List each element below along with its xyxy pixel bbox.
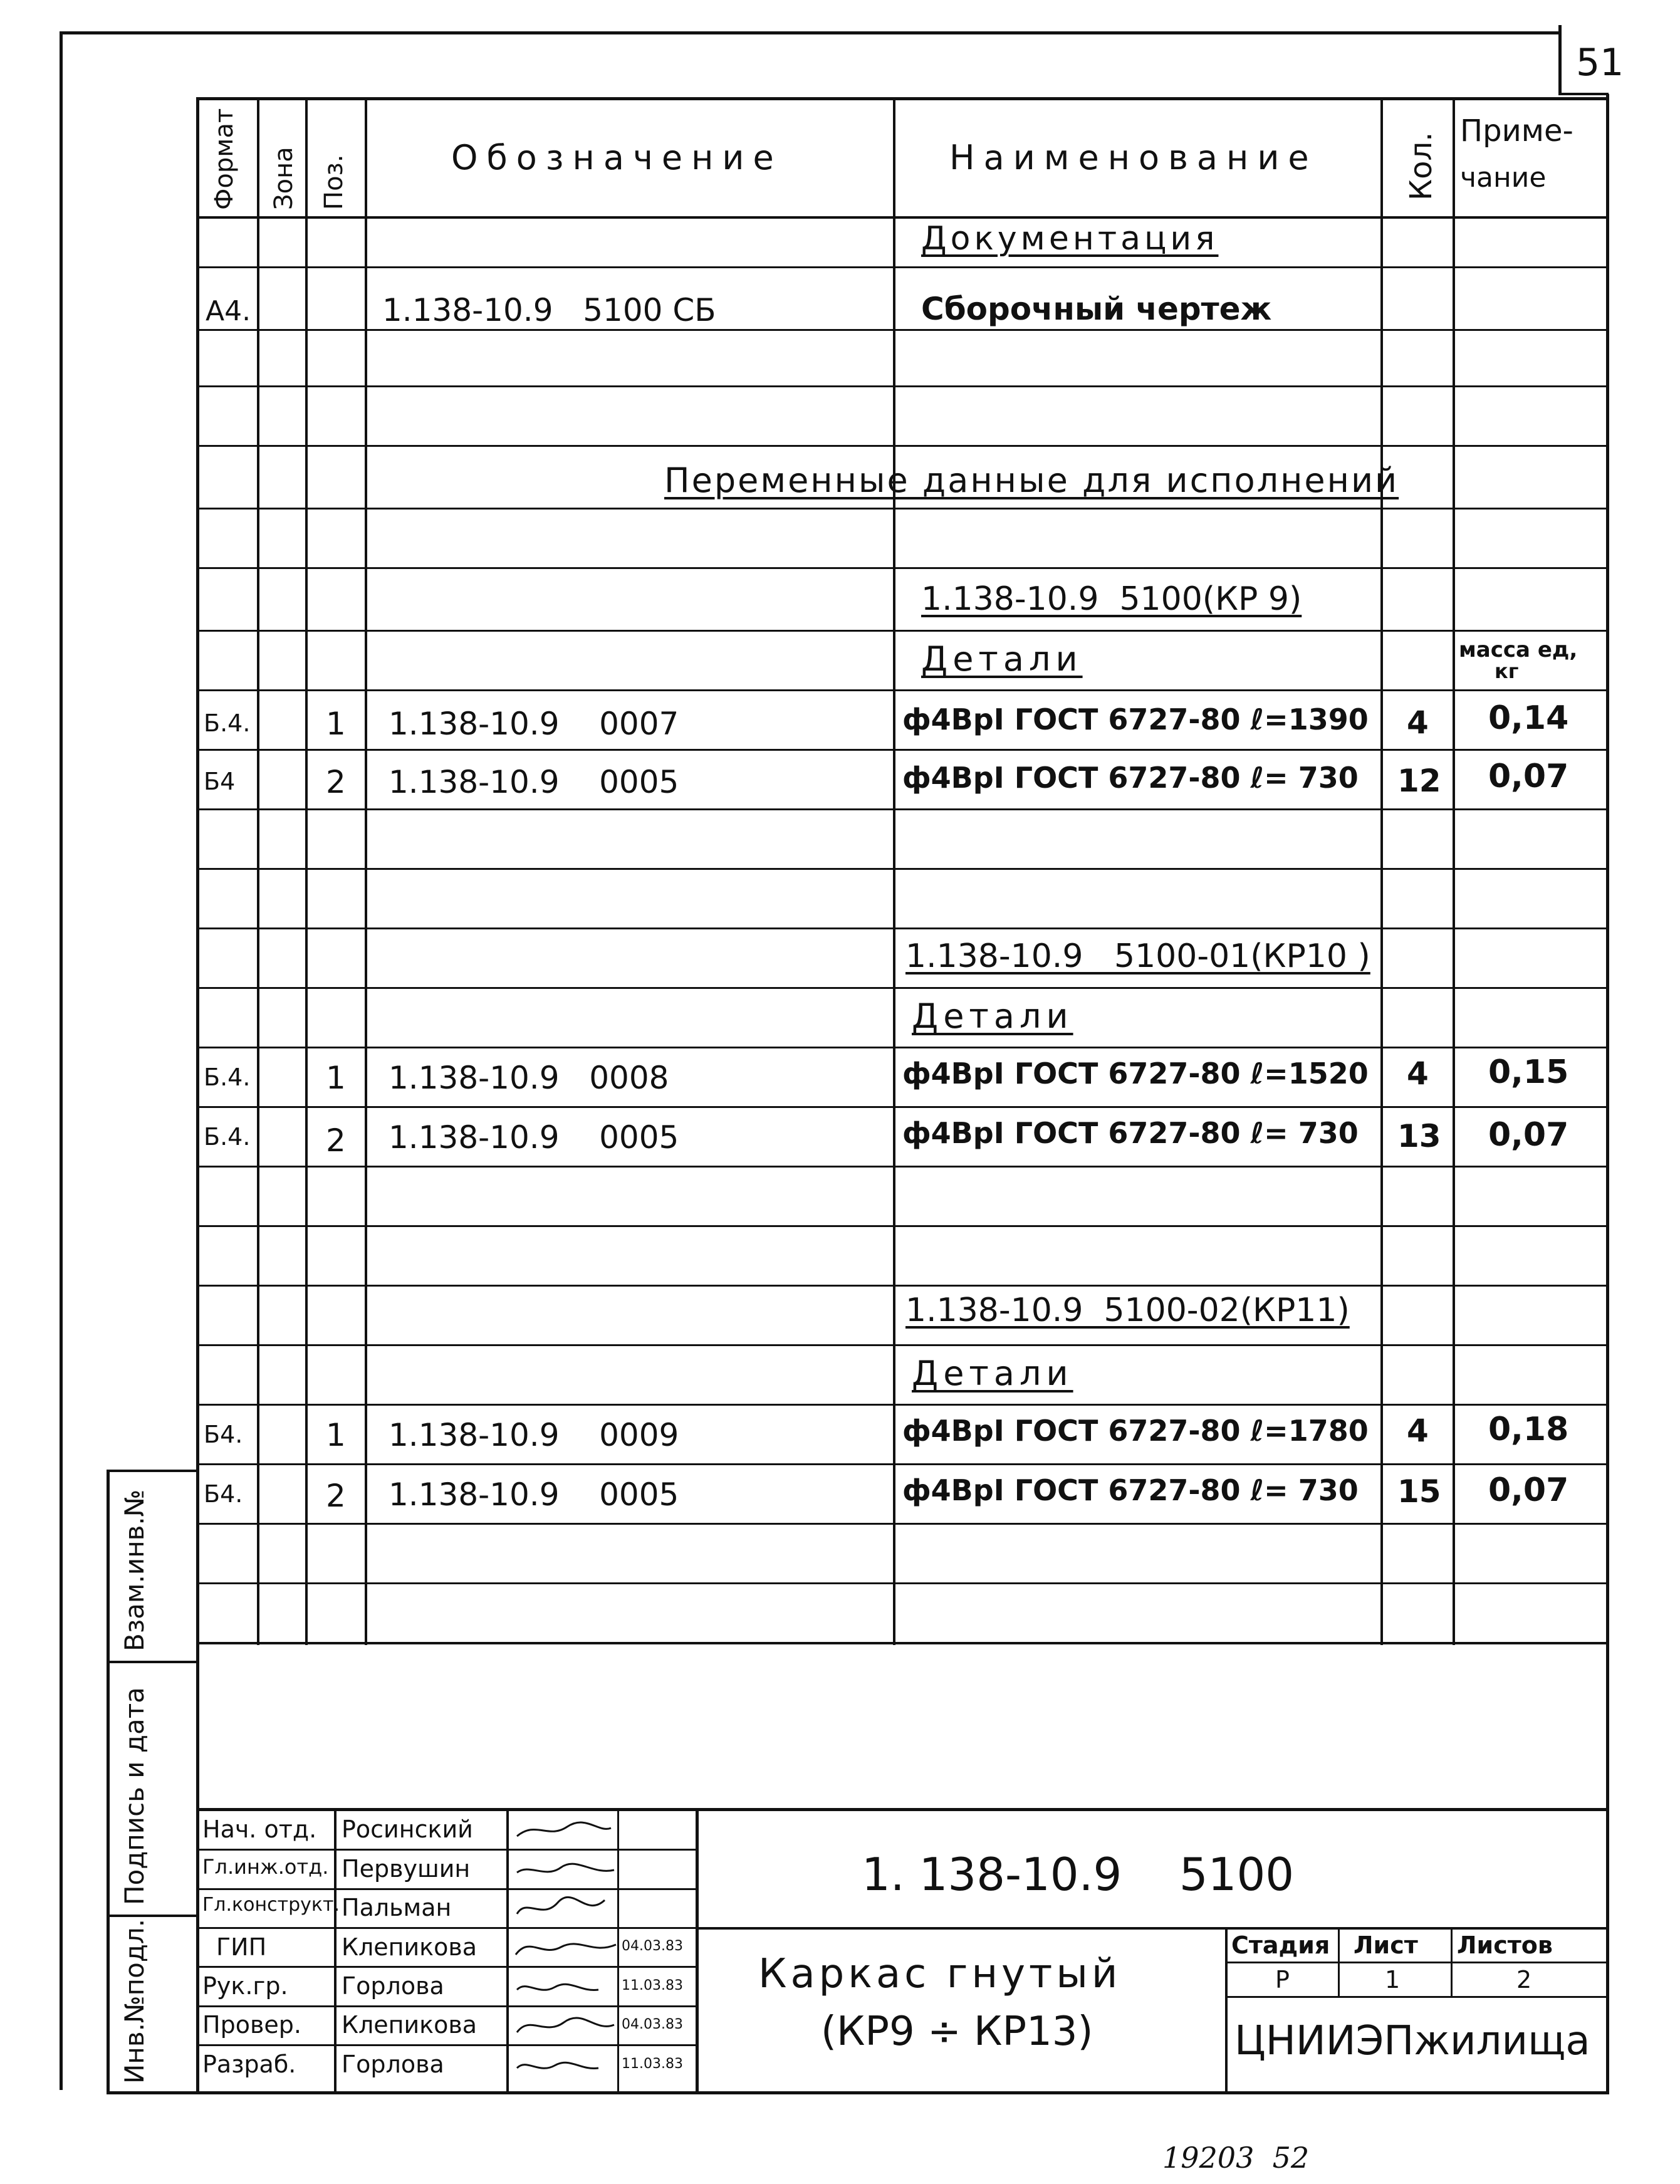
variant-title: 1.138-10.9 5100-02(КР11) xyxy=(905,1292,1350,1329)
row-pos: 2 xyxy=(326,1122,346,1159)
header-zone: Зона xyxy=(269,147,298,210)
role-label: ГИП xyxy=(216,1933,267,1961)
side-label-vzam: Взам.инв.№ xyxy=(119,1489,150,1651)
row-designation: 1.138-10.9 0005 xyxy=(389,1476,679,1513)
row-designation: 1.138-10.9 0005 xyxy=(389,764,679,800)
signature-5 xyxy=(511,1971,617,2002)
row-note: 0,07 xyxy=(1488,1116,1569,1154)
side-label-sign: Подпись и дата xyxy=(119,1687,150,1905)
signature-6 xyxy=(511,2010,617,2041)
row-qty: 12 xyxy=(1397,763,1441,799)
row-format: Б4. xyxy=(204,1480,243,1508)
doc-designation: 1.138-10.9 5100 СБ xyxy=(382,292,716,328)
variant-title: 1.138-10.9 5100-01(КР10 ) xyxy=(905,938,1370,975)
row-qty: 15 xyxy=(1397,1473,1441,1510)
row-note: 0,14 xyxy=(1488,699,1569,737)
role-label: Разраб. xyxy=(202,2051,296,2078)
role-name: Горлова xyxy=(342,2051,444,2078)
stage-value: Р xyxy=(1275,1966,1290,1993)
header-qty: Кол. xyxy=(1404,132,1439,201)
row-note: 0,07 xyxy=(1488,758,1569,795)
role-name: Пальман xyxy=(342,1894,452,1921)
signature-7 xyxy=(511,2049,617,2081)
row-name: ф4ВрI ГОСТ 6727-80 ℓ=1780 xyxy=(902,1414,1369,1448)
role-label: Нач. отд. xyxy=(202,1816,317,1843)
row-designation: 1.138-10.9 0008 xyxy=(389,1060,669,1096)
sheet-label: Лист xyxy=(1354,1931,1418,1959)
role-date: 11.03.83 xyxy=(622,2056,683,2072)
sheets-label: Листов xyxy=(1457,1931,1553,1959)
row-name: ф4ВрI ГОСТ 6727-80 ℓ=1520 xyxy=(902,1057,1369,1090)
variant-details: Детали xyxy=(912,1354,1073,1393)
row-pos: 2 xyxy=(326,764,346,800)
section-documentation: Документация xyxy=(921,220,1219,258)
role-date: 11.03.83 xyxy=(622,1978,683,1993)
role-label: Гл.конструкт. xyxy=(202,1894,340,1916)
role-label: Гл.инж.отд. xyxy=(202,1855,329,1879)
header-designation: Обозначение xyxy=(451,138,783,177)
header-format: Формат xyxy=(210,108,239,210)
header-pos: Поз. xyxy=(320,154,348,210)
role-name: Горлова xyxy=(342,1972,444,2000)
row-name: ф4ВрI ГОСТ 6727-80 ℓ=1390 xyxy=(902,703,1369,736)
row-format: Б4 xyxy=(204,768,236,795)
row-note: 0,15 xyxy=(1488,1053,1569,1091)
row-name: ф4ВрI ГОСТ 6727-80 ℓ= 730 xyxy=(902,761,1359,795)
row-format: Б.4. xyxy=(204,1123,251,1151)
page-number: 51 xyxy=(1576,41,1624,85)
signature-4 xyxy=(511,1932,617,1963)
stage-label: Стадия xyxy=(1231,1931,1330,1959)
variant-details: Детали xyxy=(912,996,1073,1036)
role-label: Провер. xyxy=(202,2011,301,2039)
row-qty: 4 xyxy=(1407,1413,1429,1449)
sheets-value: 2 xyxy=(1516,1966,1532,1993)
row-qty: 4 xyxy=(1407,704,1429,741)
doc-format: А4. xyxy=(206,295,251,327)
signature-1 xyxy=(511,1814,617,1846)
role-name: Росинский xyxy=(342,1816,473,1843)
row-qty: 4 xyxy=(1407,1055,1429,1092)
role-name: Клепикова xyxy=(342,1933,477,1961)
row-name: ф4ВрI ГОСТ 6727-80 ℓ= 730 xyxy=(902,1473,1359,1507)
section-variable-data: Переменные данные для исполнений xyxy=(664,461,1399,500)
drawing-title-line2: (КР9 ÷ КР13) xyxy=(821,2009,1093,2055)
row-pos: 1 xyxy=(326,1060,346,1096)
variant-title: 1.138-10.9 5100(КР 9) xyxy=(921,580,1302,618)
side-label-inv: Инв.№подл. xyxy=(119,1918,150,2084)
row-format: Б.4. xyxy=(204,709,251,737)
drawing-title-line1: Каркас гнутый xyxy=(758,1951,1122,1997)
row-format: Б.4. xyxy=(204,1063,251,1091)
row-designation: 1.138-10.9 0009 xyxy=(389,1417,679,1453)
organization: ЦНИИЭПжилища xyxy=(1234,2018,1590,2064)
row-designation: 1.138-10.9 0005 xyxy=(389,1119,679,1156)
row-pos: 1 xyxy=(326,1417,346,1453)
row-format: Б4. xyxy=(204,1421,243,1448)
role-date: 04.03.83 xyxy=(622,1938,683,1954)
row-pos: 1 xyxy=(326,706,346,742)
mass-note-line2: кг xyxy=(1495,659,1519,683)
sheet-value: 1 xyxy=(1385,1966,1401,1993)
mass-note-line1: масса ед, xyxy=(1459,637,1578,662)
header-note-line2: чание xyxy=(1460,162,1547,194)
signature-2 xyxy=(511,1854,617,1885)
doc-name: Сборочный чертеж xyxy=(921,291,1272,327)
doc-code: 1. 138-10.9 5100 xyxy=(862,1848,1295,1901)
role-name: Клепикова xyxy=(342,2011,477,2039)
row-pos: 2 xyxy=(326,1478,346,1514)
role-name: Первушин xyxy=(342,1855,471,1883)
row-designation: 1.138-10.9 0007 xyxy=(389,706,679,742)
row-name: ф4ВрI ГОСТ 6727-80 ℓ= 730 xyxy=(902,1116,1359,1150)
variant-details: Детали xyxy=(921,639,1083,679)
row-qty: 13 xyxy=(1397,1118,1441,1154)
header-name: Наименование xyxy=(949,138,1318,177)
row-note: 0,18 xyxy=(1488,1411,1569,1448)
footer-number: 19203 52 xyxy=(1162,2141,1310,2175)
header-note-line1: Приме- xyxy=(1460,113,1573,149)
row-note: 0,07 xyxy=(1488,1471,1569,1509)
role-date: 04.03.83 xyxy=(622,2017,683,2032)
role-label: Рук.гр. xyxy=(202,1972,288,2000)
signature-3 xyxy=(511,1893,617,1924)
